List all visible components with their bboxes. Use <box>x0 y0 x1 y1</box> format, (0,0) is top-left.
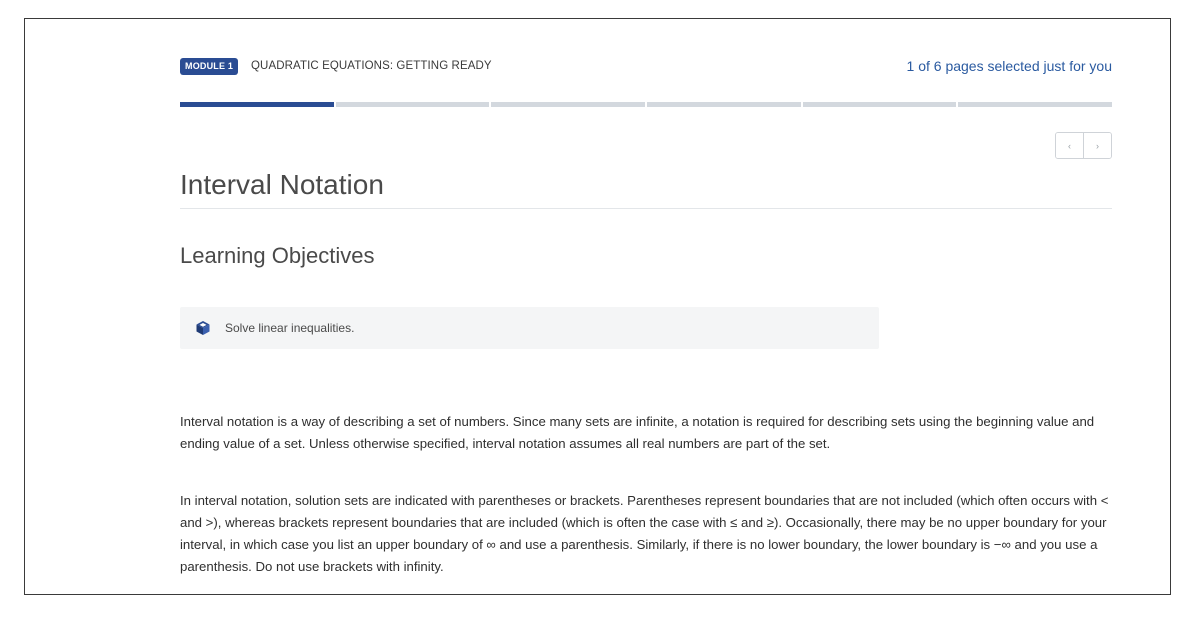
progress-segment-3[interactable] <box>491 102 645 107</box>
page-pager <box>1055 132 1112 159</box>
cube-icon <box>195 320 211 336</box>
progress-bar <box>180 102 1112 107</box>
prev-page-button[interactable] <box>1056 133 1083 158</box>
progress-segment-5[interactable] <box>803 102 957 107</box>
module-title: QUADRATIC EQUATIONS: GETTING READY <box>251 60 492 72</box>
browser-frame <box>24 18 1171 595</box>
section-title: Learning Objectives <box>180 243 375 268</box>
pages-selected-link[interactable]: 1 of 6 pages selected just for you <box>906 58 1112 74</box>
progress-segment-2[interactable] <box>336 102 490 107</box>
page-title: Interval Notation <box>180 169 384 200</box>
learning-objective-text: Solve linear inequalities. <box>225 321 355 335</box>
title-divider <box>180 208 1112 209</box>
next-page-button[interactable] <box>1083 133 1111 158</box>
learning-objective-box <box>180 307 879 349</box>
body-paragraph: Interval notation is a way of describing a set of numbers. Since many sets are infinite, a notation is required for describing sets using the beginning value and ending value of a set. Unless otherwise specified, interval notation assumes all real numbers are part of the set. <box>180 414 1095 451</box>
progress-segment-4[interactable] <box>647 102 801 107</box>
chevron-left-icon: ‹ <box>1068 140 1071 151</box>
progress-segment-6[interactable] <box>958 102 1112 107</box>
module-header <box>180 57 1112 77</box>
chevron-right-icon: › <box>1096 140 1099 151</box>
progress-segment-1[interactable] <box>180 102 334 107</box>
body-paragraph: In interval notation, solution sets are indicated with parentheses or brackets. Parentheses represent boundaries that are not included (which often occurs with < and >), whereas brackets represent boundaries that are included (which is often the case with ≤ and ≥). Occasionally, there may be no upper boundary for your interval, in which case you list an upper boundary of ∞ and use a parenthesis. Similarly, if there is no lower boundary, the lower boundary is −∞ and you use a parenthesis. Do not use brackets with infinity. <box>180 493 1109 574</box>
module-badge: MODULE 1 <box>180 58 238 75</box>
